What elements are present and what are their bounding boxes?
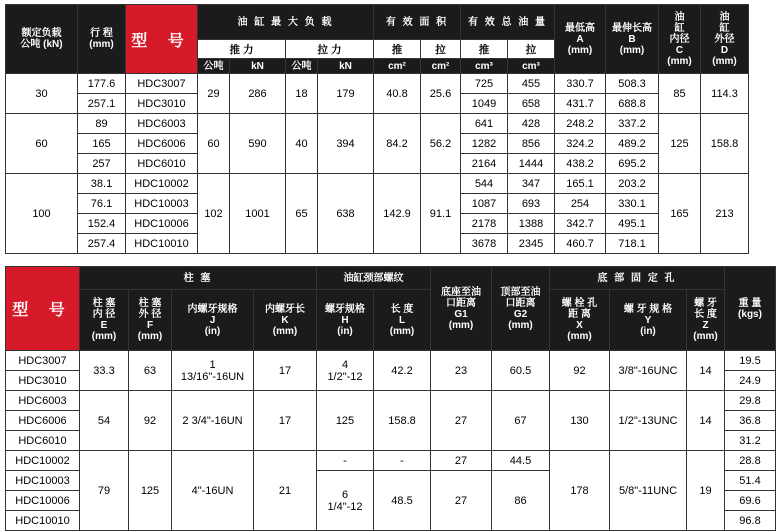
weight-cell: 51.4 xyxy=(725,471,776,491)
stroke-cell: 257.1 xyxy=(78,94,126,114)
model-cell: HDC10002 xyxy=(126,174,198,194)
dimensions-table xyxy=(5,266,776,531)
oil-push-cell: 3678 xyxy=(461,234,508,254)
max-extension-cell: 508.3 xyxy=(606,74,659,94)
header-effective-oil: 有 效 总 油 量 xyxy=(461,5,555,40)
capacity-cell: 30 xyxy=(6,74,78,114)
header-plunger-inner: 柱 塞 内 径 E (mm) xyxy=(80,290,129,351)
area-pull-cell: 56.2 xyxy=(421,114,461,174)
thread-length-cell: 48.5 xyxy=(374,471,431,531)
header-pull-force: 拉 力 xyxy=(286,40,374,59)
push-kn-cell: 590 xyxy=(230,114,286,174)
inner-thread-length-cell: 17 xyxy=(254,351,317,391)
header-thread-length: 长 度 L (mm) xyxy=(374,290,431,351)
plunger-inner-cell: 54 xyxy=(80,391,129,451)
header-area-push: 推 xyxy=(374,40,421,59)
base-to-port-cell: 23 xyxy=(431,351,492,391)
weight-cell: 36.8 xyxy=(725,411,776,431)
header-area-pull: 拉 xyxy=(421,40,461,59)
unit-kn: kN xyxy=(318,59,374,74)
oil-pull-cell: 428 xyxy=(508,114,555,134)
weight-cell: 69.6 xyxy=(725,491,776,511)
pull-ton-cell: 40 xyxy=(286,114,318,174)
min-height-cell: 248.2 xyxy=(555,114,606,134)
inner-thread-length-cell: 21 xyxy=(254,451,317,531)
model-cell: HDC10002 xyxy=(6,451,80,471)
oil-pull-cell: 2345 xyxy=(508,234,555,254)
inner-thread-spec-cell: 4"-16UN xyxy=(172,451,254,531)
pull-kn-cell: 394 xyxy=(318,114,374,174)
push-ton-cell: 60 xyxy=(198,114,230,174)
min-height-cell: 330.7 xyxy=(555,74,606,94)
model-cell: HDC10010 xyxy=(6,511,80,531)
inner-thread-spec-cell: 1 13/16"-16UN xyxy=(172,351,254,391)
mount-thread-spec-cell: 5/8"-11UNC xyxy=(610,451,687,531)
mount-thread-length-cell: 19 xyxy=(687,451,725,531)
push-kn-cell: 1001 xyxy=(230,174,286,254)
capacity-cell: 100 xyxy=(6,174,78,254)
base-to-port-cell: 27 xyxy=(431,391,492,451)
weight-cell: 28.8 xyxy=(725,451,776,471)
header-inner-diameter: 油 缸 内径 C (mm) xyxy=(659,5,701,74)
model-cell: HDC6006 xyxy=(126,134,198,154)
plunger-inner-cell: 33.3 xyxy=(80,351,129,391)
pull-kn-cell: 638 xyxy=(318,174,374,254)
stroke-cell: 89 xyxy=(78,114,126,134)
mount-thread-spec-cell: 3/8"-16UNC xyxy=(610,351,687,391)
min-height-cell: 431.7 xyxy=(555,94,606,114)
model-cell: HDC6003 xyxy=(126,114,198,134)
inner-thread-spec-cell: 2 3/4"-16UN xyxy=(172,391,254,451)
unit-cm2: cm² xyxy=(374,59,421,74)
unit-cm3: cm³ xyxy=(508,59,555,74)
max-extension-cell: 688.8 xyxy=(606,94,659,114)
min-height-cell: 460.7 xyxy=(555,234,606,254)
model-cell: HDC10006 xyxy=(6,491,80,511)
outer-diameter-cell: 213 xyxy=(701,174,749,254)
thread-spec-cell: 6 1/4"-12 xyxy=(317,471,374,531)
plunger-outer-cell: 92 xyxy=(129,391,172,451)
area-push-cell: 142.9 xyxy=(374,174,421,254)
thread-spec-cell: 4 1/2"-12 xyxy=(317,351,374,391)
header-outer-diameter: 油 缸 外径 D (mm) xyxy=(701,5,749,74)
oil-push-cell: 1282 xyxy=(461,134,508,154)
inner-diameter-cell: 165 xyxy=(659,174,701,254)
header-push-force: 推 力 xyxy=(198,40,286,59)
model-cell: HDC3010 xyxy=(126,94,198,114)
pull-ton-cell: 18 xyxy=(286,74,318,114)
bolt-distance-cell: 178 xyxy=(550,451,610,531)
header-inner-thread-spec: 内螺牙规格 J (in) xyxy=(172,290,254,351)
outer-diameter-cell: 158.8 xyxy=(701,114,749,174)
header-top-to-port: 顶部至油 口距离 G2 (mm) xyxy=(492,267,550,351)
unit-cm3: cm³ xyxy=(461,59,508,74)
oil-push-cell: 2164 xyxy=(461,154,508,174)
max-extension-cell: 489.2 xyxy=(606,134,659,154)
weight-cell: 96.8 xyxy=(725,511,776,531)
stroke-cell: 152.4 xyxy=(78,214,126,234)
header-max-extension: 最伸长高 B (mm) xyxy=(606,5,659,74)
weight-cell: 19.5 xyxy=(725,351,776,371)
min-height-cell: 324.2 xyxy=(555,134,606,154)
header-plunger-outer: 柱 塞 外 径 F (mm) xyxy=(129,290,172,351)
mount-thread-length-cell: 14 xyxy=(687,391,725,451)
table-row xyxy=(6,451,776,471)
plunger-outer-cell: 125 xyxy=(129,451,172,531)
weight-cell: 29.8 xyxy=(725,391,776,411)
weight-cell: 24.9 xyxy=(725,371,776,391)
thread-spec-cell: 125 xyxy=(317,391,374,451)
header-oil-pull: 拉 xyxy=(508,40,555,59)
max-extension-cell: 695.2 xyxy=(606,154,659,174)
header-max-load: 油 缸 最 大 负 载 xyxy=(198,5,374,40)
weight-cell: 31.2 xyxy=(725,431,776,451)
model-cell: HDC10010 xyxy=(126,234,198,254)
header-base-to-port: 底座至油 口距离 G1 (mm) xyxy=(431,267,492,351)
model-cell: HDC3007 xyxy=(126,74,198,94)
table-row xyxy=(6,391,776,411)
min-height-cell: 254 xyxy=(555,194,606,214)
header-thread-spec: 螺牙规格 H (in) xyxy=(317,290,374,351)
stroke-cell: 76.1 xyxy=(78,194,126,214)
outer-diameter-cell: 114.3 xyxy=(701,74,749,114)
model-cell: HDC3010 xyxy=(6,371,80,391)
pull-kn-cell: 179 xyxy=(318,74,374,114)
area-pull-cell: 25.6 xyxy=(421,74,461,114)
oil-pull-cell: 455 xyxy=(508,74,555,94)
oil-pull-cell: 347 xyxy=(508,174,555,194)
header-weight: 重 量 (kgs) xyxy=(725,267,776,351)
push-ton-cell: 29 xyxy=(198,74,230,114)
push-ton-cell: 102 xyxy=(198,174,230,254)
max-extension-cell: 718.1 xyxy=(606,234,659,254)
header-mount-thread-length: 螺 牙 长 度 Z (mm) xyxy=(687,290,725,351)
thread-length-cell: - xyxy=(374,451,431,471)
oil-push-cell: 641 xyxy=(461,114,508,134)
inner-thread-length-cell: 17 xyxy=(254,391,317,451)
unit-cm2: cm² xyxy=(421,59,461,74)
top-to-port-cell: 86 xyxy=(492,471,550,531)
unit-ton: 公吨 xyxy=(286,59,318,74)
table-row xyxy=(6,351,776,371)
plunger-outer-cell: 63 xyxy=(129,351,172,391)
inner-diameter-cell: 85 xyxy=(659,74,701,114)
oil-push-cell: 725 xyxy=(461,74,508,94)
top-to-port-cell: 44.5 xyxy=(492,451,550,471)
oil-pull-cell: 658 xyxy=(508,94,555,114)
header-stroke: 行 程 (mm) xyxy=(78,5,126,74)
mount-thread-spec-cell: 1/2"-13UNC xyxy=(610,391,687,451)
max-extension-cell: 203.2 xyxy=(606,174,659,194)
header-model: 型 号 xyxy=(126,5,198,74)
header-oil-push: 推 xyxy=(461,40,508,59)
header-model: 型 号 xyxy=(6,267,80,351)
oil-pull-cell: 1444 xyxy=(508,154,555,174)
mount-thread-length-cell: 14 xyxy=(687,351,725,391)
thread-length-cell: 42.2 xyxy=(374,351,431,391)
min-height-cell: 438.2 xyxy=(555,154,606,174)
oil-push-cell: 2178 xyxy=(461,214,508,234)
header-capacity: 额定负载 公吨 (kN) xyxy=(6,5,78,74)
min-height-cell: 165.1 xyxy=(555,174,606,194)
area-push-cell: 84.2 xyxy=(374,114,421,174)
stroke-cell: 165 xyxy=(78,134,126,154)
header-bolt-distance: 螺 栓 孔 距 离 X (mm) xyxy=(550,290,610,351)
header-plunger: 柱 塞 xyxy=(80,267,317,290)
base-to-port-cell: 27 xyxy=(431,471,492,531)
inner-diameter-cell: 125 xyxy=(659,114,701,174)
stroke-cell: 177.6 xyxy=(78,74,126,94)
capacity-cell: 60 xyxy=(6,114,78,174)
table-row xyxy=(6,74,749,94)
model-cell: HDC10006 xyxy=(126,214,198,234)
model-cell: HDC10003 xyxy=(6,471,80,491)
stroke-cell: 38.1 xyxy=(78,174,126,194)
thread-spec-cell: - xyxy=(317,451,374,471)
oil-pull-cell: 693 xyxy=(508,194,555,214)
header-neck-thread: 油缸颈部螺纹 xyxy=(317,267,431,290)
stroke-cell: 257 xyxy=(78,154,126,174)
model-cell: HDC6010 xyxy=(6,431,80,451)
capacity-table xyxy=(5,4,749,254)
header-base-mount: 底 部 固 定 孔 xyxy=(550,267,725,290)
stroke-cell: 257.4 xyxy=(78,234,126,254)
base-to-port-cell: 27 xyxy=(431,451,492,471)
top-to-port-cell: 60.5 xyxy=(492,351,550,391)
header-inner-thread-length: 内螺牙长 K (mm) xyxy=(254,290,317,351)
oil-push-cell: 1049 xyxy=(461,94,508,114)
model-cell: HDC6006 xyxy=(6,411,80,431)
table-row xyxy=(6,114,749,134)
bolt-distance-cell: 92 xyxy=(550,351,610,391)
push-kn-cell: 286 xyxy=(230,74,286,114)
oil-push-cell: 1087 xyxy=(461,194,508,214)
table-row xyxy=(6,174,749,194)
model-cell: HDC10003 xyxy=(126,194,198,214)
top-to-port-cell: 67 xyxy=(492,391,550,451)
model-cell: HDC3007 xyxy=(6,351,80,371)
oil-pull-cell: 1388 xyxy=(508,214,555,234)
area-push-cell: 40.8 xyxy=(374,74,421,114)
thread-length-cell: 158.8 xyxy=(374,391,431,451)
unit-ton: 公吨 xyxy=(198,59,230,74)
model-cell: HDC6010 xyxy=(126,154,198,174)
area-pull-cell: 91.1 xyxy=(421,174,461,254)
bolt-distance-cell: 130 xyxy=(550,391,610,451)
oil-pull-cell: 856 xyxy=(508,134,555,154)
min-height-cell: 342.7 xyxy=(555,214,606,234)
pull-ton-cell: 65 xyxy=(286,174,318,254)
header-effective-area: 有 效 面 积 xyxy=(374,5,461,40)
max-extension-cell: 495.1 xyxy=(606,214,659,234)
max-extension-cell: 330.1 xyxy=(606,194,659,214)
plunger-inner-cell: 79 xyxy=(80,451,129,531)
model-cell: HDC6003 xyxy=(6,391,80,411)
header-min-height: 最低高 A (mm) xyxy=(555,5,606,74)
header-mount-thread-spec: 螺 牙 规 格 Y (in) xyxy=(610,290,687,351)
unit-kn: kN xyxy=(230,59,286,74)
max-extension-cell: 337.2 xyxy=(606,114,659,134)
oil-push-cell: 544 xyxy=(461,174,508,194)
